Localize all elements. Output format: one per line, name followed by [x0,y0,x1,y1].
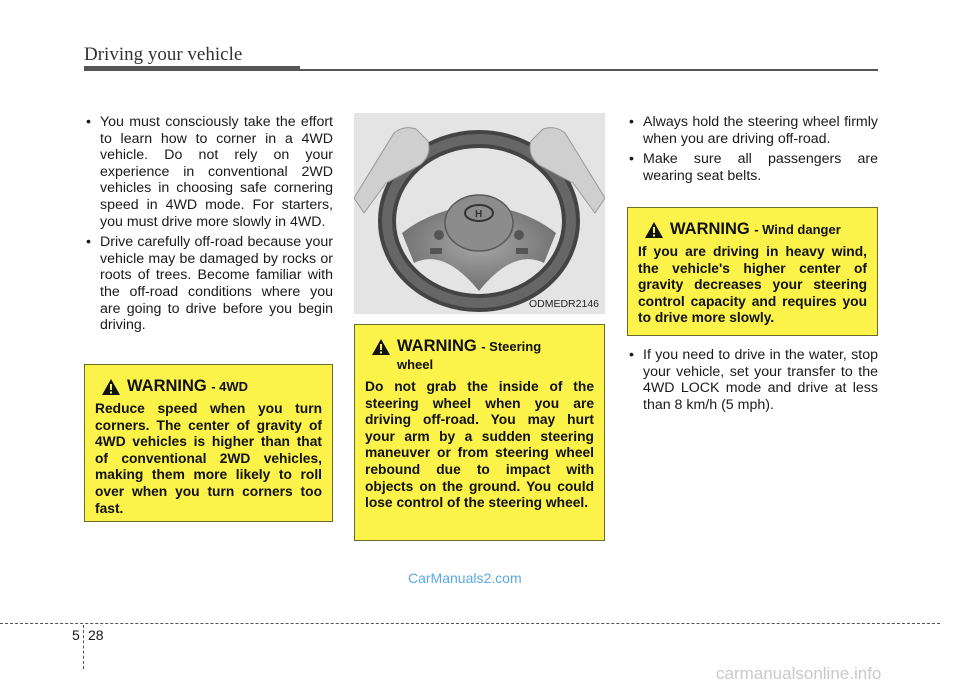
list-item: • Drive carefully off-road because your vehicle may be damaged by rocks or roots of trees. Become familiar with the off-road conditions where you are going to drive before you begin driving. [84,234,333,334]
footer-rule [0,623,940,624]
right-column-top [627,114,878,188]
right-column-bottom [627,347,878,417]
site-watermark: CarManuals2.com [408,570,522,586]
bottom-watermark: carmanualsonline.info [716,664,882,683]
page-header-title: Driving your vehicle [84,44,243,65]
warning-subtitle: - Wind danger [754,222,841,237]
warning-subtitle: - Steering wheel [397,339,542,372]
left-bullet-list [84,114,333,334]
list-item: • Always hold the steering wheel firmly when you are driving off-road. [627,114,878,147]
warning-box-steering-wheel [354,324,605,541]
list-item: • Make sure all passengers are wearing seat belts. [627,151,878,184]
warning-header [95,377,322,396]
warning-body: If you are driving in heavy wind, the vehicle's higher center of gravity decreases your steering control capacity and requires you to drive more slowly. [638,244,867,326]
warning-header [365,337,594,374]
warning-title: WARNING [670,220,750,238]
warning-body: Reduce speed when you turn corners. The center of gravity of 4WD vehicles is higher than that of conventional 2WD vehicles, making them more likely to roll over when you turn corners too fast. [95,401,322,516]
warning-header [638,220,867,239]
warning-body: Do not grab the inside of the steering wheel when you are driving off-road. You may hurt your arm by a sudden steering maneuver or from steering wheel rebound due to impact with objects on the ground. You could lose control of the steering wheel. [365,379,594,511]
svg-text:H: H [475,209,483,220]
header-rule-thin [300,69,878,71]
footer-divider [83,625,84,669]
list-item: • If you need to drive in the water, stop your vehicle, set your transfer to the 4WD LOCK mode and drive at less than 8 km/h (5 mph). [627,347,878,413]
warning-title: WARNING [127,377,207,395]
steering-wheel-illustration [354,113,605,314]
warning-triangle-icon [371,338,391,356]
warning-triangle-icon [644,221,664,239]
figure-code: ODMEDR2146 [528,298,599,310]
warning-box-4wd [84,364,333,522]
right-bullet-list-top [627,114,878,184]
header-rule-thick [84,66,300,71]
steering-wheel-figure [354,113,605,314]
warning-title: WARNING [397,337,477,355]
list-item: • You must consciously take the effort to learn how to corner in a 4WD vehicle. Do not rely on your experience in conventional 2WD vehicles in choosing safe cornering speed in 4WD mode. For starters, you must drive more slowly in 4WD. [84,114,333,230]
warning-subtitle: - 4WD [211,379,249,394]
page-number: 28 [88,627,104,643]
warning-box-wind-danger [627,207,878,336]
right-bullet-list-bottom [627,347,878,413]
section-number: 5 [72,627,80,643]
warning-triangle-icon [101,378,121,396]
left-column [84,114,333,338]
